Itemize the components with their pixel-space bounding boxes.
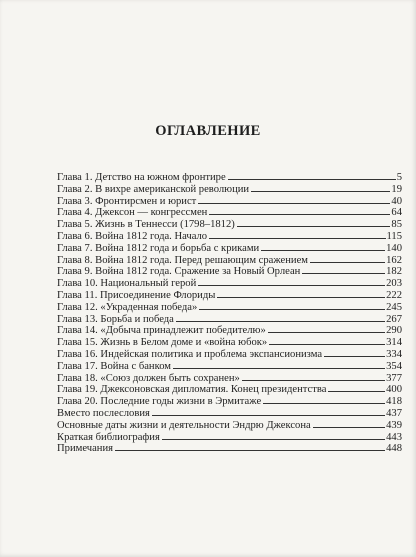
toc-entry — [57, 265, 402, 277]
toc-entry-page-number: 354 — [386, 360, 402, 372]
toc-entry — [57, 407, 402, 419]
toc-entry — [57, 183, 402, 195]
toc-entry-page-number: 115 — [386, 230, 402, 242]
toc-entry-page-number: 85 — [391, 219, 402, 231]
toc-entry — [57, 431, 402, 443]
dot-leader — [302, 265, 385, 274]
toc-entry-page-number: 400 — [386, 384, 402, 396]
toc-entry — [57, 218, 402, 230]
toc-entry-title: Глава 13. Борьба и победа — [57, 313, 174, 325]
dot-leader — [228, 171, 396, 180]
table-of-contents — [57, 171, 402, 454]
toc-entry-page-number: 439 — [386, 419, 402, 431]
toc-entry-page-number: 448 — [386, 443, 402, 455]
toc-entry-page-number: 334 — [386, 348, 402, 360]
toc-entry-page-number: 377 — [386, 372, 402, 384]
toc-entry — [57, 348, 402, 360]
toc-entry-title: Глава 5. Жизнь в Теннесси (1798–1812) — [57, 219, 235, 231]
toc-entry — [57, 360, 402, 372]
toc-entry — [57, 230, 402, 242]
toc-entry — [57, 206, 402, 218]
toc-entry — [57, 301, 402, 313]
toc-entry-title: Глава 6. Война 1812 года. Начало — [57, 230, 208, 242]
toc-entry-page-number: 222 — [386, 289, 402, 301]
toc-entry — [57, 313, 402, 325]
toc-entry — [57, 289, 402, 301]
dot-leader — [176, 313, 385, 322]
dot-leader — [198, 277, 385, 286]
toc-entry-page-number: 290 — [386, 325, 402, 337]
toc-entry-title: Глава 9. Война 1812 года. Сражение за Новый Орлеан — [57, 266, 301, 278]
toc-entry-page-number: 5 — [396, 172, 402, 183]
toc-entry — [57, 419, 402, 431]
dot-leader — [209, 206, 390, 215]
dot-leader — [263, 395, 385, 404]
toc-entry-title: Вместо послесловия — [57, 407, 150, 419]
toc-entry-page-number: 418 — [386, 396, 402, 408]
toc-entry — [57, 324, 402, 336]
toc-entry-title: Глава 2. В вихре американской революции — [57, 183, 250, 195]
toc-entry — [57, 242, 402, 254]
dot-leader — [237, 218, 391, 227]
toc-entry — [57, 195, 402, 207]
toc-entry-title: Глава 15. Жизнь в Белом доме и «война юбок» — [57, 337, 268, 349]
dot-leader — [269, 336, 385, 345]
toc-entry-title: Глава 4. Джексон — конгрессмен — [57, 207, 208, 219]
dot-leader — [261, 242, 385, 251]
toc-entry-title: Глава 19. Джексоновская дипломатия. Конец президентства — [57, 384, 327, 396]
toc-entry — [57, 383, 402, 395]
toc-entry-page-number: 437 — [386, 407, 402, 419]
dot-leader — [162, 431, 385, 440]
toc-entry-title: Основные даты жизни и деятельности Эндрю Джексона — [57, 419, 311, 431]
toc-entry-title: Глава 1. Детство на южном фронтире — [57, 172, 226, 183]
dot-leader — [173, 360, 385, 369]
toc-entry-title: Глава 17. Война с банком — [57, 360, 171, 372]
toc-entry-title: Глава 11. Присоединение Флориды — [57, 289, 216, 301]
toc-entry-page-number: 267 — [386, 313, 402, 325]
toc-entry — [57, 254, 402, 266]
toc-entry-page-number: 314 — [386, 337, 402, 349]
dot-leader — [313, 419, 385, 428]
dot-leader — [209, 230, 385, 239]
toc-entry-page-number: 19 — [391, 183, 402, 195]
toc-entry — [57, 277, 402, 289]
dot-leader — [217, 289, 385, 298]
toc-entry — [57, 372, 402, 384]
toc-entry-page-number: 203 — [386, 278, 402, 290]
toc-entry-title: Примечания — [57, 443, 113, 455]
dot-leader — [268, 324, 385, 333]
toc-entry — [57, 171, 402, 183]
toc-entry-title: Глава 3. Фронтирсмен и юрист — [57, 195, 197, 207]
dot-leader — [152, 407, 385, 416]
toc-entry-title: Глава 7. Война 1812 года и борьба с криками — [57, 242, 260, 254]
dot-leader — [242, 372, 385, 381]
dot-leader — [198, 195, 390, 204]
toc-entry-title: Глава 18. «Союз должен быть сохранен» — [57, 372, 240, 384]
dot-leader — [328, 383, 385, 392]
toc-heading: ОГЛАВЛЕНИЕ — [155, 123, 261, 139]
toc-entry-page-number: 140 — [386, 242, 402, 254]
toc-entry-page-number: 443 — [386, 431, 402, 443]
toc-entry-page-number: 245 — [386, 301, 402, 313]
dot-leader — [324, 348, 385, 357]
toc-entry-title: Глава 10. Национальный герой — [57, 278, 197, 290]
toc-entry — [57, 442, 402, 454]
toc-entry — [57, 395, 402, 407]
toc-entry-title: Глава 14. «Добыча принадлежит победителю» — [57, 325, 266, 337]
toc-entry-title: Глава 12. «Украденная победа» — [57, 301, 198, 313]
toc-entry-page-number: 40 — [391, 195, 402, 207]
dot-leader — [115, 442, 385, 451]
toc-entry-title: Глава 8. Война 1812 года. Перед решающим сражением — [57, 254, 309, 266]
toc-entry-title: Глава 16. Индейская политика и проблема экспансионизма — [57, 348, 323, 360]
toc-entry-page-number: 162 — [386, 254, 402, 266]
toc-entry-title: Краткая библиография — [57, 431, 160, 443]
dot-leader — [310, 254, 385, 263]
toc-entry-page-number: 182 — [386, 266, 402, 278]
toc-entry-page-number: 64 — [391, 207, 402, 219]
toc-entry — [57, 336, 402, 348]
dot-leader — [251, 183, 390, 192]
toc-entry-title: Глава 20. Последние годы жизни в Эрмитаже — [57, 396, 262, 408]
dot-leader — [199, 301, 385, 310]
